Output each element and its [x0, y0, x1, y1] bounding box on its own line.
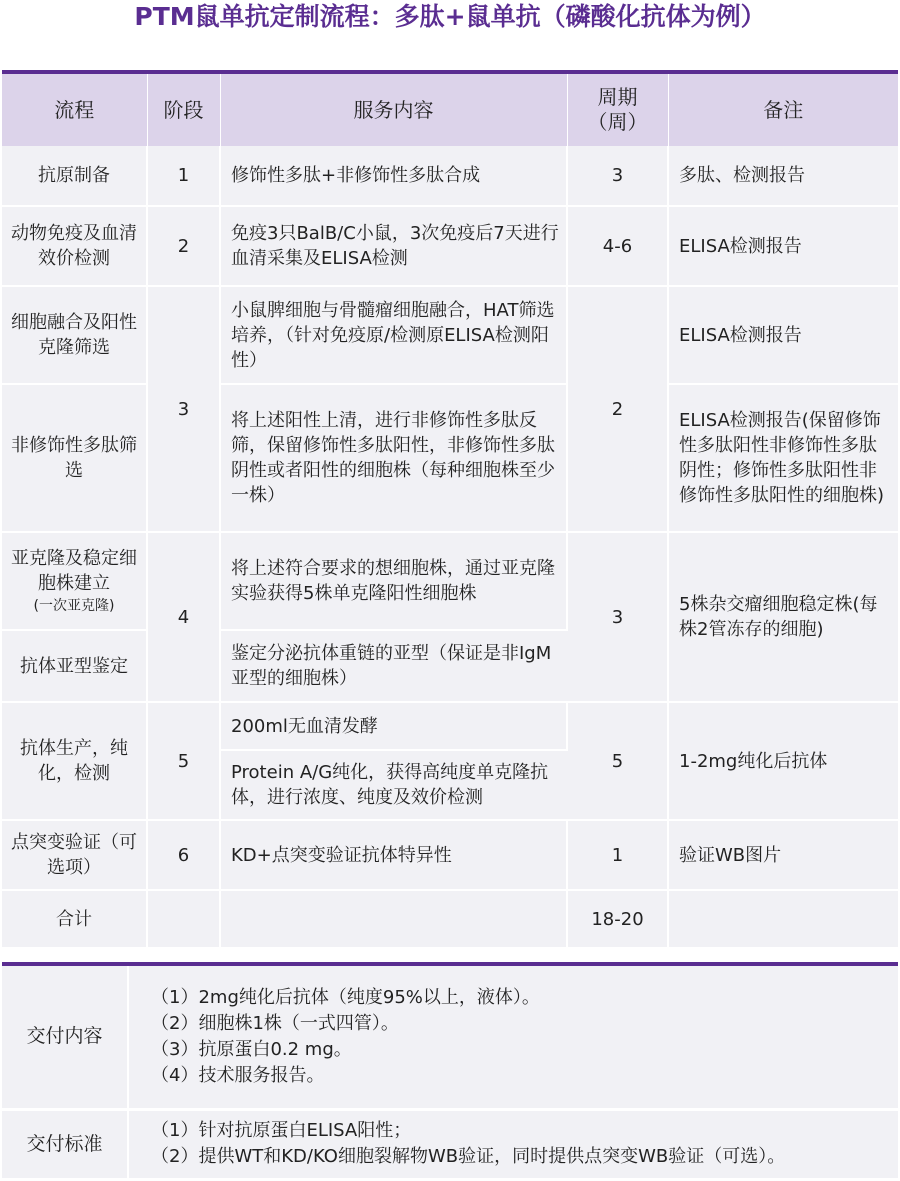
stage-cell: 4 [147, 532, 220, 702]
total-cycle: 18-20 [567, 890, 668, 948]
service-cell: 修饰性多肽+非修饰性多肽合成 [220, 146, 567, 206]
delivery-table [2, 962, 898, 1181]
process-cell: 点突变验证（可选项） [2, 820, 147, 890]
header-note: 备注 [668, 72, 898, 146]
delivery-standard-label: 交付标准 [2, 1109, 128, 1179]
header-process: 流程 [2, 72, 147, 146]
note-cell: 1-2mg纯化后抗体 [668, 702, 898, 820]
total-row [2, 890, 898, 948]
cycle-cell: 1 [567, 820, 668, 890]
cycle-cell: 3 [567, 532, 668, 702]
cycle-cell: 3 [567, 146, 668, 206]
process-table [2, 70, 898, 949]
table-row [2, 206, 898, 286]
total-stage-cell [147, 890, 220, 948]
delivery-content-row [2, 964, 898, 1109]
list-item: （3）抗原蛋白0.2 mg。 [151, 1038, 352, 1060]
header-cycle: 周期（周） [567, 72, 668, 146]
cycle-cell: 4-6 [567, 206, 668, 286]
stage-cell: 6 [147, 820, 220, 890]
service-cell: 免疫3只BalB/C小鼠，3次免疫后7天进行血清采集及ELISA检测 [220, 206, 567, 286]
list-item: （4）技术服务报告。 [151, 1064, 325, 1086]
header-stage: 阶段 [147, 72, 220, 146]
list-item: （1）针对抗原蛋白ELISA阳性； [151, 1120, 412, 1141]
cycle-cell: 5 [567, 702, 668, 820]
process-cell: 动物免疫及血清效价检测 [2, 206, 147, 286]
service-cell: 将上述符合要求的想细胞株，通过亚克隆实验获得5株单克隆阳性细胞株 [220, 532, 567, 630]
stage-cell: 2 [147, 206, 220, 286]
note-cell: ELISA检测报告(保留修饰性多肽阳性非修饰性多肽阴性；修饰性多肽阳性非修饰性多肽阳性的细胞株) [668, 384, 898, 532]
service-cell: 200ml无血清发酵 [220, 702, 567, 750]
list-item: （2）提供WT和KD/KO细胞裂解物WB验证，同时提供点突变WB验证（可选）。 [151, 1146, 786, 1167]
total-label: 合计 [2, 890, 147, 948]
table-header-row [2, 72, 898, 146]
delivery-content-list [128, 964, 898, 1109]
service-cell: 鉴定分泌抗体重链的亚型（保证是非IgM亚型的细胞株） [220, 630, 567, 702]
note-cell: ELISA检测报告 [668, 206, 898, 286]
delivery-standard-list [128, 1109, 898, 1179]
service-cell: KD+点突变验证抗体特异性 [220, 820, 567, 890]
process-cell: 抗体亚型鉴定 [2, 630, 147, 702]
delivery-content-label: 交付内容 [2, 964, 128, 1109]
stage-cell: 1 [147, 146, 220, 206]
process-cell: 抗原制备 [2, 146, 147, 206]
service-cell: Protein A/G纯化，获得高纯度单克隆抗体，进行浓度、纯度及效价检测 [220, 750, 567, 820]
table-row [2, 820, 898, 890]
page-title: PTM鼠单抗定制流程：多肽+鼠单抗（磷酸化抗体为例） [134, 2, 766, 31]
service-cell: 将上述阳性上清，进行非修饰性多肽反筛，保留修饰性多肽阳性，非修饰性多肽阴性或者阳性的细胞株（每种细胞株至少一株） [220, 384, 567, 532]
total-note-cell [668, 890, 898, 948]
list-item: （2）细胞株1株（一式四管）。 [151, 1012, 399, 1034]
note-cell: 多肽、检测报告 [668, 146, 898, 206]
process-cell [2, 532, 147, 630]
process-cell: 抗体生产，纯化，检测 [2, 702, 147, 820]
table-row [2, 286, 898, 384]
list-item: （1）2mg纯化后抗体（纯度95%以上，液体）。 [151, 986, 540, 1008]
process-cell: 非修饰性多肽筛选 [2, 384, 147, 532]
header-service: 服务内容 [220, 72, 567, 146]
process-sub-label: (一次亚克隆) [33, 598, 115, 614]
table-row [2, 702, 898, 750]
stage-cell: 3 [147, 286, 220, 532]
process-cell: 细胞融合及阳性克隆筛选 [2, 286, 147, 384]
total-service-cell [220, 890, 567, 948]
note-cell: 验证WB图片 [668, 820, 898, 890]
process-label: 亚克隆及稳定细胞株建立 [11, 548, 137, 594]
table-row [2, 384, 898, 532]
note-cell: ELISA检测报告 [668, 286, 898, 384]
delivery-standard-row [2, 1109, 898, 1179]
cycle-cell: 2 [567, 286, 668, 532]
stage-cell: 5 [147, 702, 220, 820]
service-cell: 小鼠脾细胞与骨髓瘤细胞融合，HAT筛选培养，（针对免疫原/检测原ELISA检测阳性） [220, 286, 567, 384]
table-row [2, 146, 898, 206]
note-cell: 5株杂交瘤细胞稳定株(每株2管冻存的细胞) [668, 532, 898, 702]
table-row [2, 532, 898, 630]
